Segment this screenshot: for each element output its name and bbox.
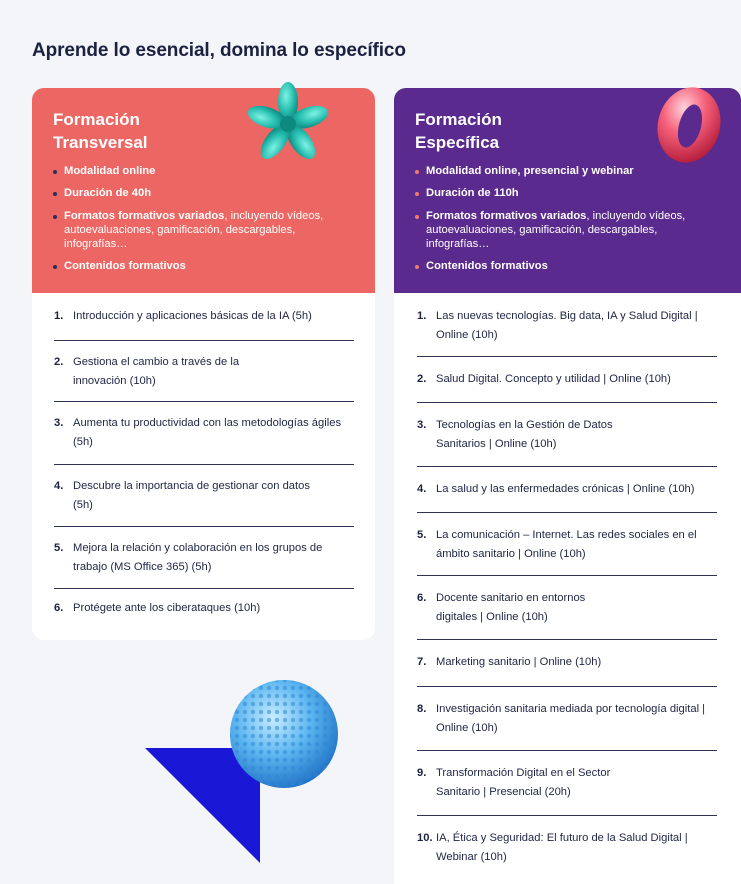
feature-item: Modalidad online [53, 164, 357, 178]
title-line-1: Formación [53, 110, 140, 129]
list-item: 10. IA, Ética y Seguridad: El futuro de la Salud Digital | Webinar (10h) [417, 832, 688, 863]
list-item: 2. Gestiona el cambio a través de la innovación (10h) [54, 341, 354, 402]
especifica-module-list [417, 293, 717, 876]
list-item: 6. Protégete ante los ciberataques (10h) [54, 602, 261, 614]
torus-ring-3d-icon [650, 80, 728, 170]
blue-triangle-shape [145, 676, 345, 866]
list-item: 3. Aumenta tu productividad con las metodologías ágiles (5h) [54, 402, 354, 465]
coral-sphere-3d-icon [230, 680, 338, 788]
transversal-features [53, 164, 357, 282]
feature-item: Contenidos formativos [53, 259, 357, 273]
feature-item: Modalidad online, presencial y webinar [415, 164, 723, 178]
feature-item: Duración de 110h [415, 186, 723, 200]
list-item: 4. La salud y las enfermedades crónicas | Online (10h) [417, 467, 717, 513]
feature-item: Formatos formativos variados, incluyendo vídeos, autoevaluaciones, gamificación, descargables, infografías… [415, 209, 723, 252]
title-line-2: Específica [415, 133, 500, 152]
feature-item: Contenidos formativos [415, 259, 723, 273]
feature-item: Formatos formativos variados, incluyendo vídeos, autoevaluaciones, gamificación, descargables, infografías… [53, 209, 357, 252]
list-item: 5. Mejora la relación y colaboración en los grupos de trabajo (MS Office 365) (5h) [54, 527, 354, 589]
list-item: 2. Salud Digital. Concepto y utilidad | Online (10h) [417, 357, 717, 403]
list-item: 1. Introducción y aplicaciones básicas de la IA (5h) [54, 293, 354, 341]
especifica-features [415, 164, 723, 282]
feature-item: Duración de 40h [53, 186, 357, 200]
list-item: 5. La comunicación – Internet. Las redes sociales en el ámbito sanitario | Online (10h) [417, 513, 717, 576]
page-heading: Aprende lo esencial, domina lo específico [32, 40, 406, 61]
card-transversal-title [53, 108, 148, 154]
list-item: 4. Descubre la importancia de gestionar con datos (5h) [54, 465, 354, 527]
list-item: 9. Transformación Digital en el Sector Sanitario | Presencial (20h) [417, 751, 717, 816]
list-item: 3. Tecnologías en la Gestión de Datos Sanitarios | Online (10h) [417, 403, 717, 467]
list-item: 7. Marketing sanitario | Online (10h) [417, 640, 717, 687]
card-especifica [394, 88, 741, 884]
card-transversal [32, 88, 375, 640]
list-item: 6. Docente sanitario en entornos digitales | Online (10h) [417, 576, 717, 640]
transversal-module-list [54, 293, 354, 629]
title-line-2: Transversal [53, 133, 148, 152]
list-item: 1. Las nuevas tecnologías. Big data, IA y Salud Digital | Online (10h) [417, 293, 717, 357]
list-item: 8. Investigación sanitaria mediada por tecnología digital | Online (10h) [417, 687, 717, 751]
flower-3d-icon [246, 80, 330, 164]
card-especifica-title [415, 108, 502, 154]
title-line-1: Formación [415, 110, 502, 129]
